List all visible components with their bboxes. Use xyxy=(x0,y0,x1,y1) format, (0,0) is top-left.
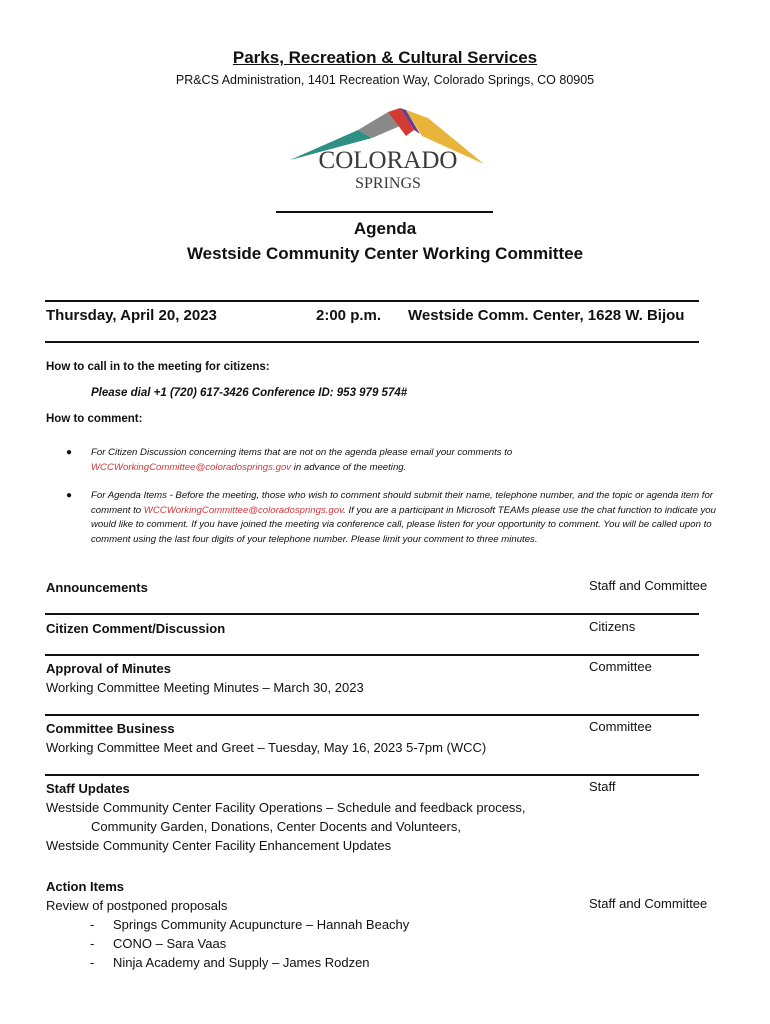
item-divider xyxy=(45,654,699,656)
meeting-bottom-rule xyxy=(45,341,699,343)
committee-heading: Westside Community Center Working Committee xyxy=(186,244,584,263)
item-minutes-who: Committee xyxy=(589,659,652,674)
organization-address: PR&CS Administration, 1401 Recreation Way, Colorado Springs, CO 80905 xyxy=(175,73,595,87)
item-staff-who: Staff xyxy=(589,779,616,794)
item-staff xyxy=(46,779,586,855)
item-divider xyxy=(45,613,699,615)
agenda-heading: Agenda xyxy=(353,219,417,238)
list-item-text: Ninja Academy and Supply – James Rodzen xyxy=(113,955,370,970)
bullet-icon: ● xyxy=(66,447,73,458)
item-staff-line: Community Garden, Donations, Center Docents and Volunteers, xyxy=(91,819,461,834)
item-action-who: Staff and Committee xyxy=(589,896,708,911)
item-staff-title: Staff Updates xyxy=(46,781,130,796)
dash-marker: - xyxy=(90,917,95,932)
meeting-top-rule xyxy=(45,300,699,302)
dash-marker: - xyxy=(90,936,95,951)
dial-in-info: Please dial +1 (720) 617-3426 Conference ID: 953 979 574# xyxy=(91,387,408,399)
item-business xyxy=(46,719,586,757)
logo-text-springs: SPRINGS xyxy=(355,175,421,192)
item-minutes xyxy=(46,659,586,697)
list-item xyxy=(46,953,586,972)
comment-bullet-citizen xyxy=(91,446,561,475)
bullet-text: in advance of the meeting. xyxy=(291,461,407,473)
item-citizen-title: Citizen Comment/Discussion xyxy=(46,621,226,636)
list-item-text: CONO – Sara Vaas xyxy=(113,936,227,951)
bullet-text: For Citizen Discussion concerning items that are not on the agenda please email your comments to xyxy=(91,447,513,458)
item-action xyxy=(46,877,586,972)
comment-heading: How to comment: xyxy=(46,413,143,425)
logo-text-colorado: COLORADO xyxy=(318,147,458,174)
email-link[interactable]: WCCWorkingCommittee@coloradosprings.gov xyxy=(91,461,292,473)
item-business-detail: Working Committee Meet and Greet – Tuesday, May 16, 2023 5-7pm (WCC) xyxy=(46,740,487,755)
item-divider xyxy=(45,714,699,716)
colorado-springs-logo xyxy=(288,104,488,194)
logo-divider xyxy=(276,211,493,213)
item-divider xyxy=(45,774,699,776)
item-action-detail: Review of postponed proposals xyxy=(46,898,228,913)
dash-marker: - xyxy=(90,955,95,970)
meeting-location: Westside Comm. Center, 1628 W. Bijou xyxy=(408,307,685,324)
item-announcements-who: Staff and Committee xyxy=(589,578,708,593)
list-item xyxy=(46,915,586,934)
bullet-icon: ● xyxy=(66,490,73,501)
email-link[interactable]: WCCWorkingCommittee@coloradosprings.gov xyxy=(143,504,344,516)
item-minutes-title: Approval of Minutes xyxy=(46,661,171,676)
meeting-time: 2:00 p.m. xyxy=(316,307,382,324)
item-action-title: Action Items xyxy=(46,879,125,894)
item-citizen-who: Citizens xyxy=(589,619,636,634)
comment-bullet-agenda xyxy=(91,489,721,547)
organization-title: Parks, Recreation & Cultural Services xyxy=(232,48,538,67)
item-staff-line: Westside Community Center Facility Operations – Schedule and feedback process, xyxy=(46,800,526,815)
item-announcements-title: Announcements xyxy=(46,580,148,595)
bullet-text: For Agenda Items - Before the meeting, those who wish to comment should submit their name, telephone number, and the topic or agenda item for comment to xyxy=(91,490,713,516)
bullet-text: . If you are a participant in Microsoft TEAMs please use the chat function to indicate you would like to comment. If you have joined the meeting via conference call, please listen for your opportunity to comment. You will be called upon to comment using the last four digits of your telephone number. Please limit your comment to three minutes. xyxy=(91,504,716,545)
item-minutes-detail: Working Committee Meeting Minutes – March 30, 2023 xyxy=(46,680,364,695)
item-business-title: Committee Business xyxy=(46,721,175,736)
list-item xyxy=(46,934,586,953)
call-in-heading: How to call in to the meeting for citizens: xyxy=(46,361,270,373)
meeting-date: Thursday, April 20, 2023 xyxy=(46,307,217,324)
item-staff-line: Westside Community Center Facility Enhancement Updates xyxy=(46,838,392,853)
list-item-text: Springs Community Acupuncture – Hannah Beachy xyxy=(113,917,410,932)
item-business-who: Committee xyxy=(589,719,652,734)
